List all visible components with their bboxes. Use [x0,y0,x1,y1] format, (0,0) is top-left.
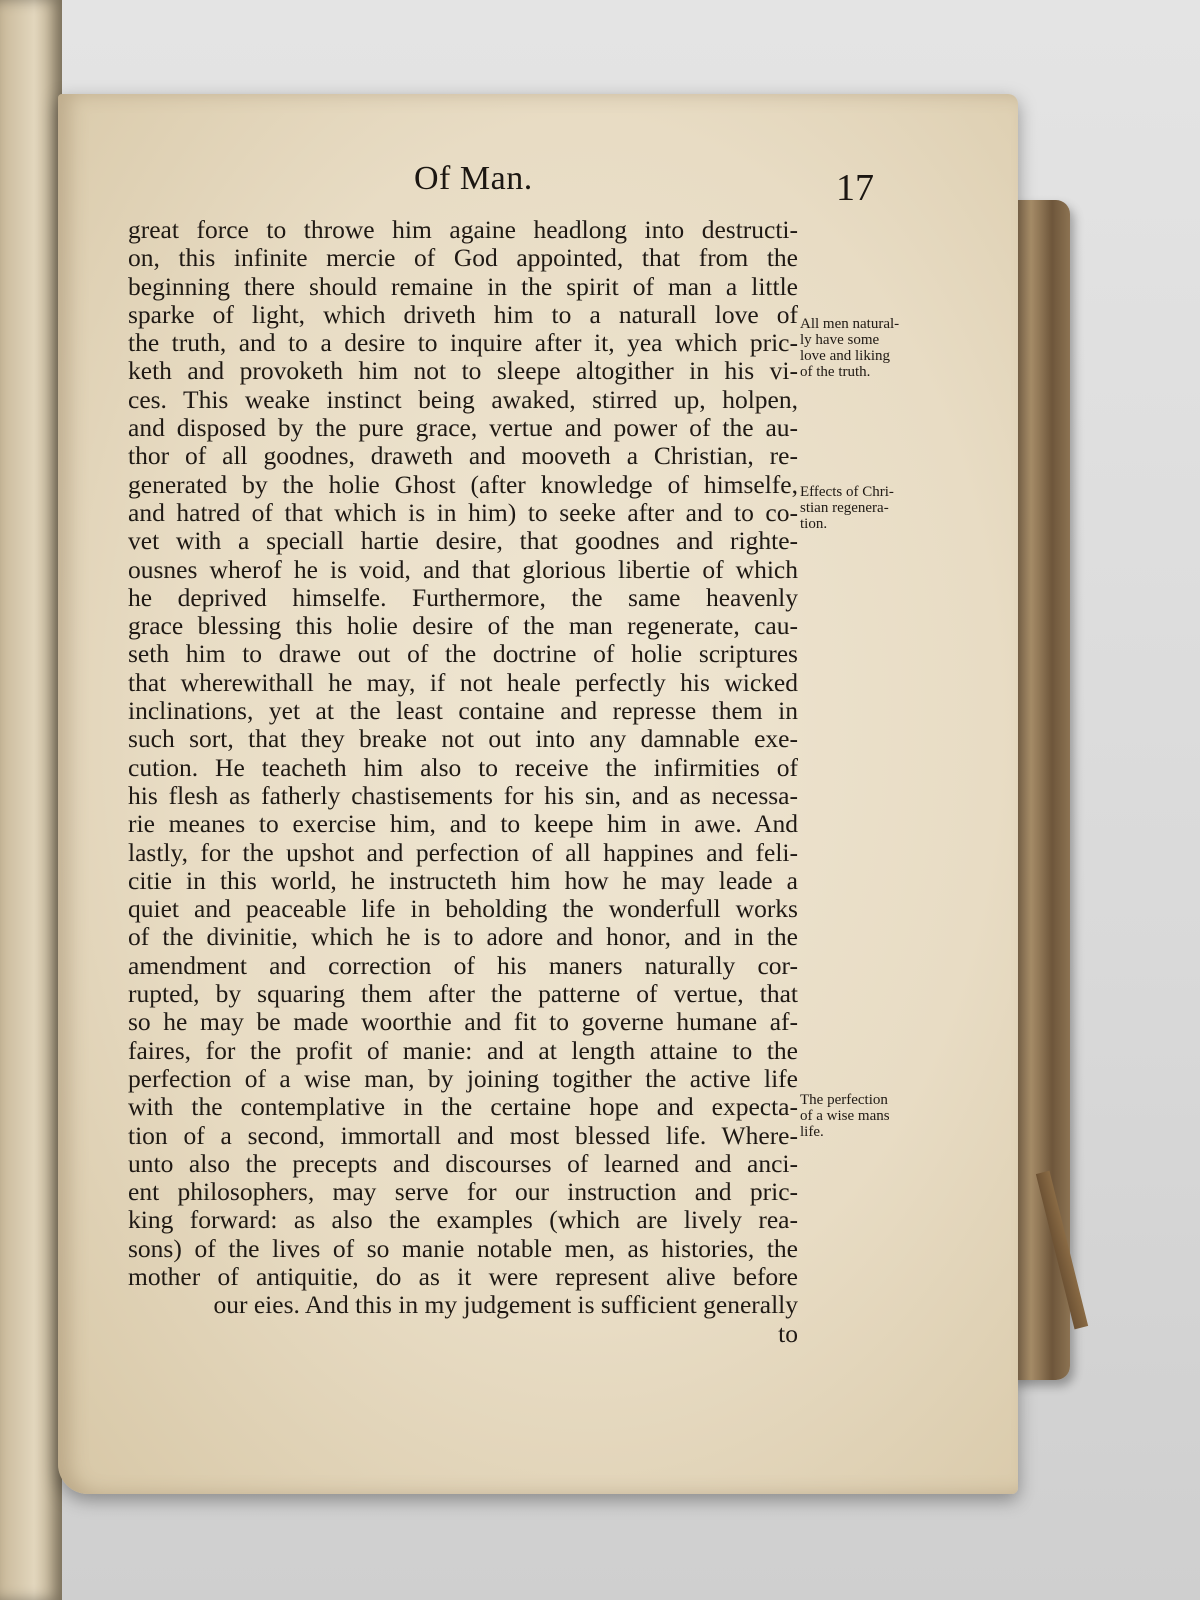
text-line: tion of a second, immortall and most blessed life. Where- [128,1120,798,1150]
margin-note-wise-man [800,1092,930,1140]
margin-note-line: tion. [800,516,828,532]
margin-note-natural-love [800,316,930,380]
text-line: grace blessing this holie desire of the man regenerate, cau- [128,611,798,641]
text-line: keth and provoketh him not to sleepe altogither in his vi- [128,356,798,386]
text-line: quiet and peaceable life in beholding the wonderfull works [128,894,798,924]
text-line: ousnes wherof he is void, and that glorious libertie of which [128,554,798,584]
text-line: inclinations, yet at the least containe and represse them in [128,696,798,726]
text-line: the truth, and to a desire to inquire after it, yea which pric- [128,328,798,358]
text-line: lastly, for the upshot and perfection of all happines and feli- [128,837,798,867]
text-line: with the contemplative in the certaine hope and expecta- [128,1092,798,1122]
margin-note-line: of the truth. [800,364,871,380]
text-line: of the divinitie, which he is to adore and honor, and in the [128,922,798,952]
text-line: and disposed by the pure grace, vertue and power of the au- [128,413,798,443]
text-line: ent philosophers, may serve for our instruction and pric- [128,1177,798,1207]
text-line: mother of antiquitie, do as it were represent alive before [128,1261,798,1291]
facing-page-edge [0,0,62,1600]
text-line: citie in this world, he instructeth him how he may leade a [128,865,798,895]
page-header [58,160,1018,210]
text-line: he deprived himselfe. Furthermore, the same heavenly [128,582,798,612]
margin-note-line: life. [800,1124,824,1140]
margin-note-regeneration [800,484,930,532]
text-line: that wherewithall he may, if not heale perfectly his wicked [128,667,798,697]
margin-note-line: of a wise mans [800,1108,890,1124]
text-line: on, this infinite mercie of God appointed, that from the [128,243,798,273]
text-line: great force to throwe him againe headlong into destructi- [128,215,798,244]
text-line: so he may be made woorthie and fit to governe humane af- [128,1007,798,1037]
text-line: generated by the holie Ghost (after knowledge of himselfe, [128,469,798,499]
text-line: rie meanes to exercise him, and to keepe him in awe. And [128,809,798,839]
text-line: vet with a speciall hartie desire, that goodnes and righte- [128,526,798,556]
text-line: and hatred of that which is in him) to seeke after and to co- [128,497,798,527]
text-line: cution. He teacheth him also to receive the infirmities of [128,752,798,782]
margin-note-line: love and liking [800,348,890,364]
text-line: unto also the precepts and discourses of learned and anci- [128,1148,798,1178]
text-line: rupted, by squaring them after the patterne of vertue, that [128,979,798,1009]
book-page-edges [1010,200,1070,1380]
text-line: sons) of the lives of so manie notable men, as histories, the [128,1233,798,1263]
text-line: amendment and correction of his maners naturally cor- [128,950,798,980]
text-line: thor of all goodnes, draweth and mooveth a Christian, re- [128,441,798,471]
text-line: beginning there should remaine in the spirit of man a little [128,271,798,301]
text-line: ces. This weake instinct being awaked, stirred up, holpen, [128,384,798,414]
text-line: sparke of light, which driveth him to a naturall love of [128,299,798,329]
text-line: king forward: as also the examples (which are lively rea- [128,1205,798,1235]
text-line: his flesh as fatherly chastisements for his sin, and as necessa- [128,780,798,810]
body-text [128,216,798,1348]
text-line: perfection of a wise man, by joining togither the active life [128,1063,798,1093]
page-number: 17 [836,167,874,209]
margin-note-line: stian regenera- [800,500,889,516]
text-line: our eies. And this in my judgement is sufficient generally [213,1290,798,1320]
book-page [58,94,1018,1494]
margin-note-line: All men natural- [800,316,900,332]
catchword: to [778,1318,798,1348]
margin-note-line: The perfection [800,1092,888,1108]
text-line: faires, for the profit of manie: and at length attaine to the [128,1035,798,1065]
text-line: seth him to drawe out of the doctrine of holie scriptures [128,639,798,669]
text-line: such sort, that they breake not out into any damnable exe- [128,724,798,754]
margin-note-line: Effects of Chri- [800,484,894,500]
margin-note-line: ly have some [800,332,880,348]
running-title: Of Man. [414,160,533,197]
